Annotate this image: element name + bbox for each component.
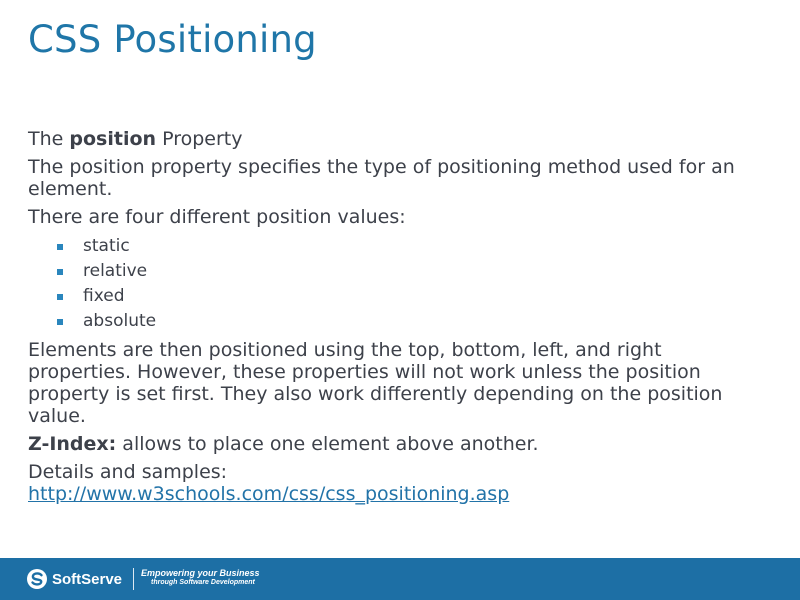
softserve-logo <box>26 567 122 591</box>
slide-content <box>28 128 758 511</box>
square-bullet-icon <box>57 319 63 325</box>
heading-keyword: position <box>69 128 157 150</box>
position-value: absolute <box>83 311 157 331</box>
heading-prefix: The <box>28 128 70 150</box>
property-description: The position property specifies the type of positioning method used for an element. <box>28 156 735 200</box>
tagline-line-2: through Software Development <box>151 579 255 586</box>
zindex-text: allows to place one element above another. <box>116 433 539 455</box>
position-value: fixed <box>83 286 125 306</box>
elements-paragraph: Elements are then positioned using the top, bottom, left, and right properties. However, these properties will not work unless the position property is set first. They also work differently depending on the position value. <box>28 339 723 427</box>
footer-bar <box>0 558 800 600</box>
position-values-list <box>28 234 758 334</box>
tagline-line-1: Empowering your Business <box>141 568 260 578</box>
list-item <box>55 284 758 309</box>
heading-suffix: Property <box>156 128 243 150</box>
details-link[interactable]: http://www.w3schools.com/css/css_positioning.asp <box>28 483 510 505</box>
zindex-label: Z-Index: <box>28 433 117 455</box>
details-paragraph <box>28 461 758 505</box>
list-item <box>55 259 758 284</box>
property-heading <box>28 128 758 150</box>
details-label: Details and samples: <box>28 461 228 483</box>
square-bullet-icon <box>57 269 63 275</box>
square-bullet-icon <box>57 294 63 300</box>
values-intro: There are four different position values: <box>28 206 406 228</box>
footer-divider <box>133 568 134 590</box>
zindex-paragraph <box>28 433 758 455</box>
position-value: relative <box>83 261 148 281</box>
square-bullet-icon <box>57 244 63 250</box>
page-title: CSS Positioning <box>28 18 317 61</box>
list-item <box>55 234 758 259</box>
position-value: static <box>83 236 130 256</box>
footer-tagline <box>141 568 260 588</box>
list-item <box>55 309 758 334</box>
softserve-logo-icon <box>26 568 48 590</box>
brand-name: SoftServe <box>52 570 123 588</box>
